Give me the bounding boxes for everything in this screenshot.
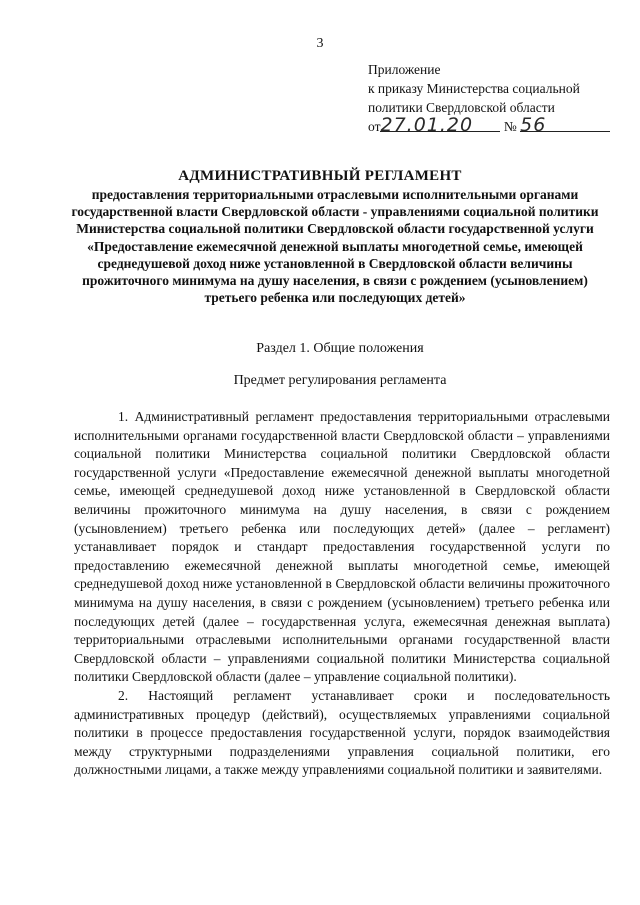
section-heading: Раздел 1. Общие положения — [256, 341, 424, 356]
number-field — [520, 114, 610, 136]
appendix-ministry-line: политики Свердловской области — [368, 100, 555, 115]
paragraph-2: 2. Настоящий регламент устанавливает сроки и последовательность административных процедур (действий), осуществляемых управлениями социальной политики в процессе предоставления государственной услуги, порядок взаимодействия между структурными подразделениями управления социальной политики, его должностными лицами, а также между управлениями социальной политики и заявителями. — [74, 687, 610, 778]
date-field — [380, 114, 500, 136]
date-prefix: от — [368, 119, 381, 134]
handwritten-date: 27.01.20 — [380, 114, 474, 136]
handwritten-number: 56 — [520, 114, 547, 136]
paragraph-1: 1. Административный регламент предоставления территориальными отраслевыми исполнительными органами государственной власти Свердловской области – управлениями социальной политики Министерства социальной политики Свердловской области государственной услуги «Предоставление ежемесячной денежной выплаты многодетной семье, имеющей среднедушевой доход ниже установленной в Свердловской области величины прожиточного минимума на душу населения, в связи с рождением (усыновлением) третьего ребенка или последующих детей» (далее – регламент) устанавливает порядок и стандарт предоставления государственной услуги по предоставлению ежемесячной денежной выплаты многодетной семье, имеющей среднедушевой доход ниже установленной в Свердловской области величины прожиточного минимума на душу населения, в связи с рождением (усыновлением) третьего ребенка или последующих детей (далее – государственная услуга, ежемесячная денежная выплата) территориальными отраслевыми исполнительными органами государственной власти Свердловской области – управлениями социальной политики Министерства социальной политики Свердловской области (далее – управление социальной политики). — [74, 409, 610, 685]
appendix-block — [368, 60, 638, 136]
subsection-heading: Предмет регулирования регламента — [233, 373, 447, 388]
appendix-date-number-line — [368, 114, 638, 136]
document-body — [74, 408, 610, 780]
document-subtitle: предоставления территориальными отраслевыми исполнительными органами государственной власти Свердловской области - управлениями социальной политики Министерства социальной политики Свердловской области государственной услуги «Предоставление ежемесячной денежной выплаты многодетной семье, имеющей среднедушевой доход ниже установленной в Свердловской области величины прожиточного минимума на душу населения, в связи с рождением (усыновлением) третьего ребенка или последующих детей» — [71, 187, 599, 306]
number-prefix: № — [503, 119, 517, 134]
appendix-order-line: к приказу Министерства социальной — [368, 81, 580, 96]
document-title: АДМИНИСТРАТИВНЫЙ РЕГЛАМЕНТ — [178, 168, 462, 184]
appendix-label: Приложение — [368, 62, 441, 77]
page-number: 3 — [316, 36, 324, 51]
